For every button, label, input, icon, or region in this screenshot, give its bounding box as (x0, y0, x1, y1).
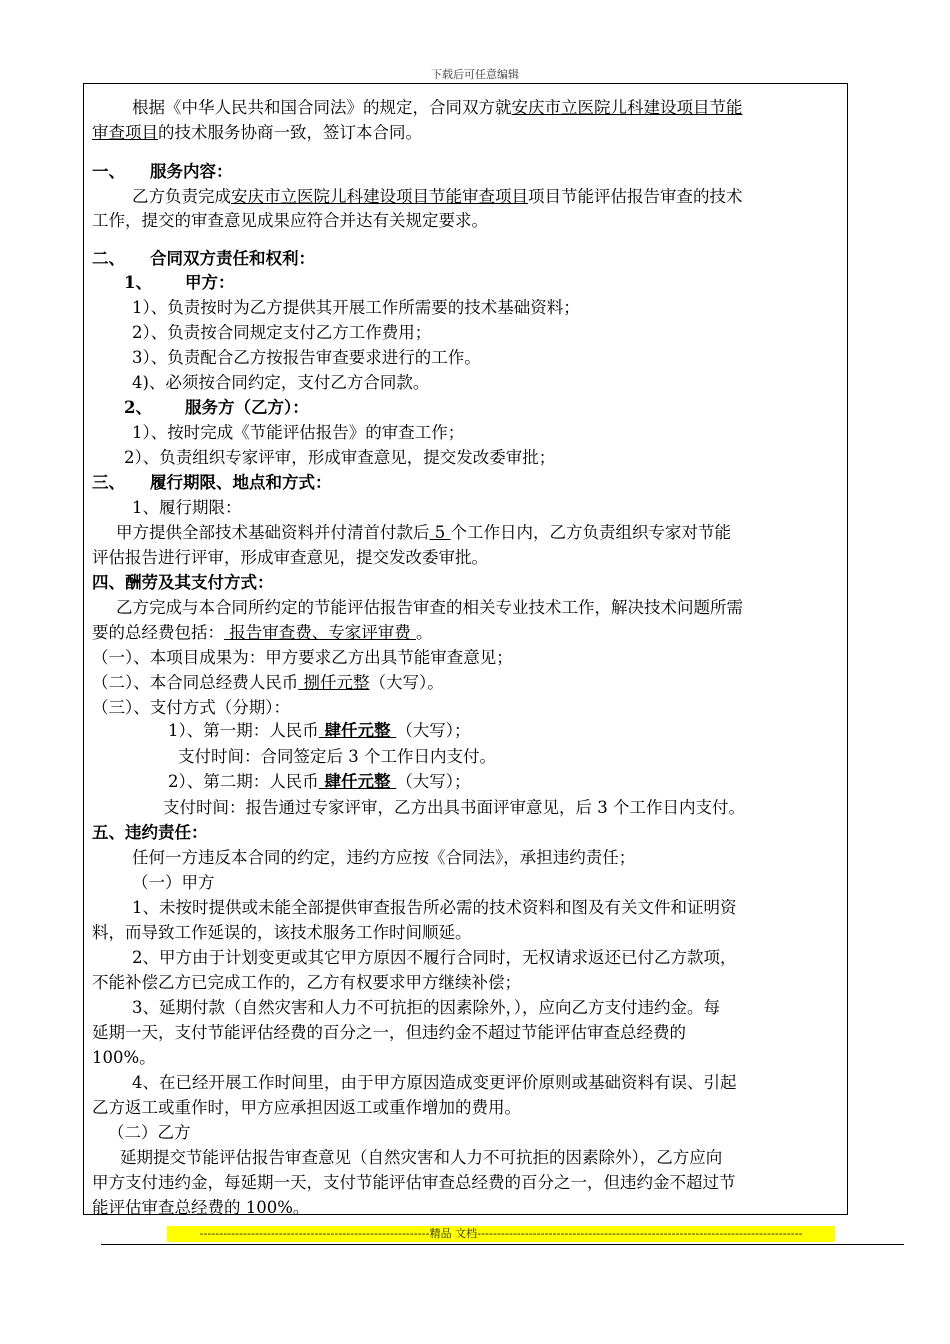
party-a-item-4: 4)、必须按合同约定，支付乙方合同款。 (132, 373, 430, 392)
text: 。 (416, 623, 433, 642)
party-b-item-2: 2）、负责组织专家评审，形成审查意见，提交发改委审批； (124, 448, 556, 467)
text: 要的总经费包括： (92, 623, 224, 642)
payment-2 (168, 771, 471, 793)
project-name: 安庆市立医院儿科建设项目节能审查项目 (231, 187, 528, 206)
project-name-cont: 审查项目 (92, 123, 158, 142)
section-3-para-line-1 (116, 522, 731, 544)
payment-1-amount: 肆仟元整 (318, 721, 397, 740)
payment-2-amount: 肆仟元整 (318, 772, 397, 791)
breach-a3-line-3: 100%。 (92, 1048, 156, 1067)
text: （大写）； (396, 721, 471, 740)
text: 项目节能评估报告审查的技术 (528, 187, 743, 206)
text: 甲方提供全部技术基础资料并付清首付款后 (116, 523, 430, 542)
page-header: 下载后可任意编辑 (431, 68, 519, 81)
text: 个工作日内，乙方负责组织专家对节能 (450, 523, 731, 542)
party-a-item-3: 3）、负责配合乙方按报告审查要求进行的工作。 (132, 348, 481, 367)
section-1-para-line-1 (132, 186, 743, 208)
text: （大写）； (396, 772, 471, 791)
breach-a1-line-1: 1、未按时提供或未能全部提供审查报告所必需的技术资料和图及有关文件和证明资 (132, 898, 737, 917)
intro-line-1 (132, 97, 743, 119)
section-4-para-line-1: 乙方完成与本合同所约定的节能评估报告审查的相关专业技术工作，解决技术问题所需 (116, 598, 743, 617)
party-a-breach-title: （一）甲方 (132, 873, 215, 892)
breach-b-line-2: 甲方支付违约金，每延期一天，支付节能评估审查总经费的百分之一，但违约金不超过节 (92, 1173, 736, 1192)
party-b-title: 服务方（乙方）： (185, 398, 309, 417)
section-5-title: 五、违约责任： (92, 823, 208, 842)
intro-text: 的技术服务协商一致，签订本合同。 (158, 123, 422, 142)
party-b-number: 2、 (124, 398, 152, 417)
section-4-item-2 (92, 672, 444, 694)
payment-2-time: 支付时间：报告通过专家评审，乙方出具书面评审意见，后 3 个工作日内支付。 (163, 798, 745, 817)
footer-divider (101, 1244, 904, 1245)
section-4-item-1: （一）、本项目成果为：甲方要求乙方出具节能审查意见； (92, 648, 513, 667)
section-4-title: 四、酬劳及其支付方式： (92, 573, 274, 592)
party-a-number: 1、 (124, 273, 152, 292)
footer-banner: ----------------------------------------------------------精品 文档---------------------------------------------------------------------------------- (167, 1226, 835, 1242)
breach-b-line-3: 能评估审查总经费的 100%。 (92, 1198, 310, 1217)
text: 1）、第一期：人民币 (168, 721, 319, 740)
text: （二）、本合同总经费人民币 (92, 673, 299, 692)
payment-1 (168, 720, 471, 742)
section-3-title: 履行期限、地点和方式： (150, 473, 332, 492)
payment-1-time: 支付时间：合同签定后 3 个工作日内支付。 (178, 747, 496, 766)
text: 乙方负责完成 (132, 187, 231, 206)
days-value: 5 (429, 523, 451, 542)
party-a-item-1: 1）、负责按时为乙方提供其开展工作所需要的技术基础资料； (132, 298, 580, 317)
breach-a4-line-2: 乙方返工或重作时，甲方应承担因返工或重作增加的费用。 (92, 1098, 521, 1117)
section-2-number: 二、 (92, 249, 125, 268)
intro-text: 根据《中华人民共和国合同法》的规定，合同双方就 (132, 98, 512, 117)
section-4-para-line-2 (92, 622, 433, 644)
section-1-title: 服务内容： (150, 162, 233, 181)
breach-a2-line-1: 2、甲方由于计划变更或其它甲方原因不履行合同时，无权请求返还已付乙方款项， (132, 948, 737, 967)
breach-a2-line-2: 不能补偿乙方已完成工作的，乙方有权要求甲方继续补偿； (92, 973, 521, 992)
section-3-para-line-2: 评估报告进行评审，形成审查意见，提交发改委审批。 (92, 548, 488, 567)
project-name: 安庆市立医院儿科建设项目节能 (511, 98, 743, 117)
section-1-para-line-2: 工作，提交的审查意见成果应符合并达有关规定要求。 (92, 211, 488, 230)
breach-a1-line-2: 料，而导致工作延误的，该技术服务工作时间顺延。 (92, 923, 472, 942)
intro-line-2 (92, 122, 422, 144)
total-amount: 捌仟元整 (298, 673, 370, 692)
section-3-number: 三、 (92, 473, 125, 492)
section-2-title: 合同双方责任和权利： (150, 249, 315, 268)
party-a-item-2: 2）、负责按合同规定支付乙方工作费用； (132, 323, 432, 342)
party-b-item-1: 1）、按时完成《节能评估报告》的审查工作； (132, 423, 465, 442)
section-5-para-0: 任何一方违反本合同的约定，违约方应按《合同法》，承担违约责任； (132, 848, 636, 867)
party-a-title: 甲方： (185, 273, 235, 292)
breach-a3-line-1: 3、延期付款（自然灾害和人力不可抗拒的因素除外，），应向乙方支付违约金。每 (132, 998, 720, 1017)
section-3-sub: 1、履行期限： (132, 498, 242, 517)
breach-a3-line-2: 延期一天，支付节能评估经费的百分之一，但违约金不超过节能评估审查总经费的 (92, 1023, 686, 1042)
section-1-number: 一、 (92, 162, 125, 181)
section-4-item-3: （三）、支付方式（分期）： (92, 698, 290, 717)
breach-a4-line-1: 4、在已经开展工作时间里，由于甲方原因造成变更评价原则或基础资料有误、引起 (132, 1073, 737, 1092)
breach-b-line-1: 延期提交节能评估报告审查意见（自然灾害和人力不可抗拒的因素除外），乙方应向 (120, 1148, 723, 1167)
text: 2）、第二期：人民币 (168, 772, 319, 791)
text: （大写）。 (369, 673, 444, 692)
party-b-breach-title: （二）乙方 (108, 1123, 191, 1142)
fee-items: 报告审查费、专家评审费 (224, 623, 416, 642)
